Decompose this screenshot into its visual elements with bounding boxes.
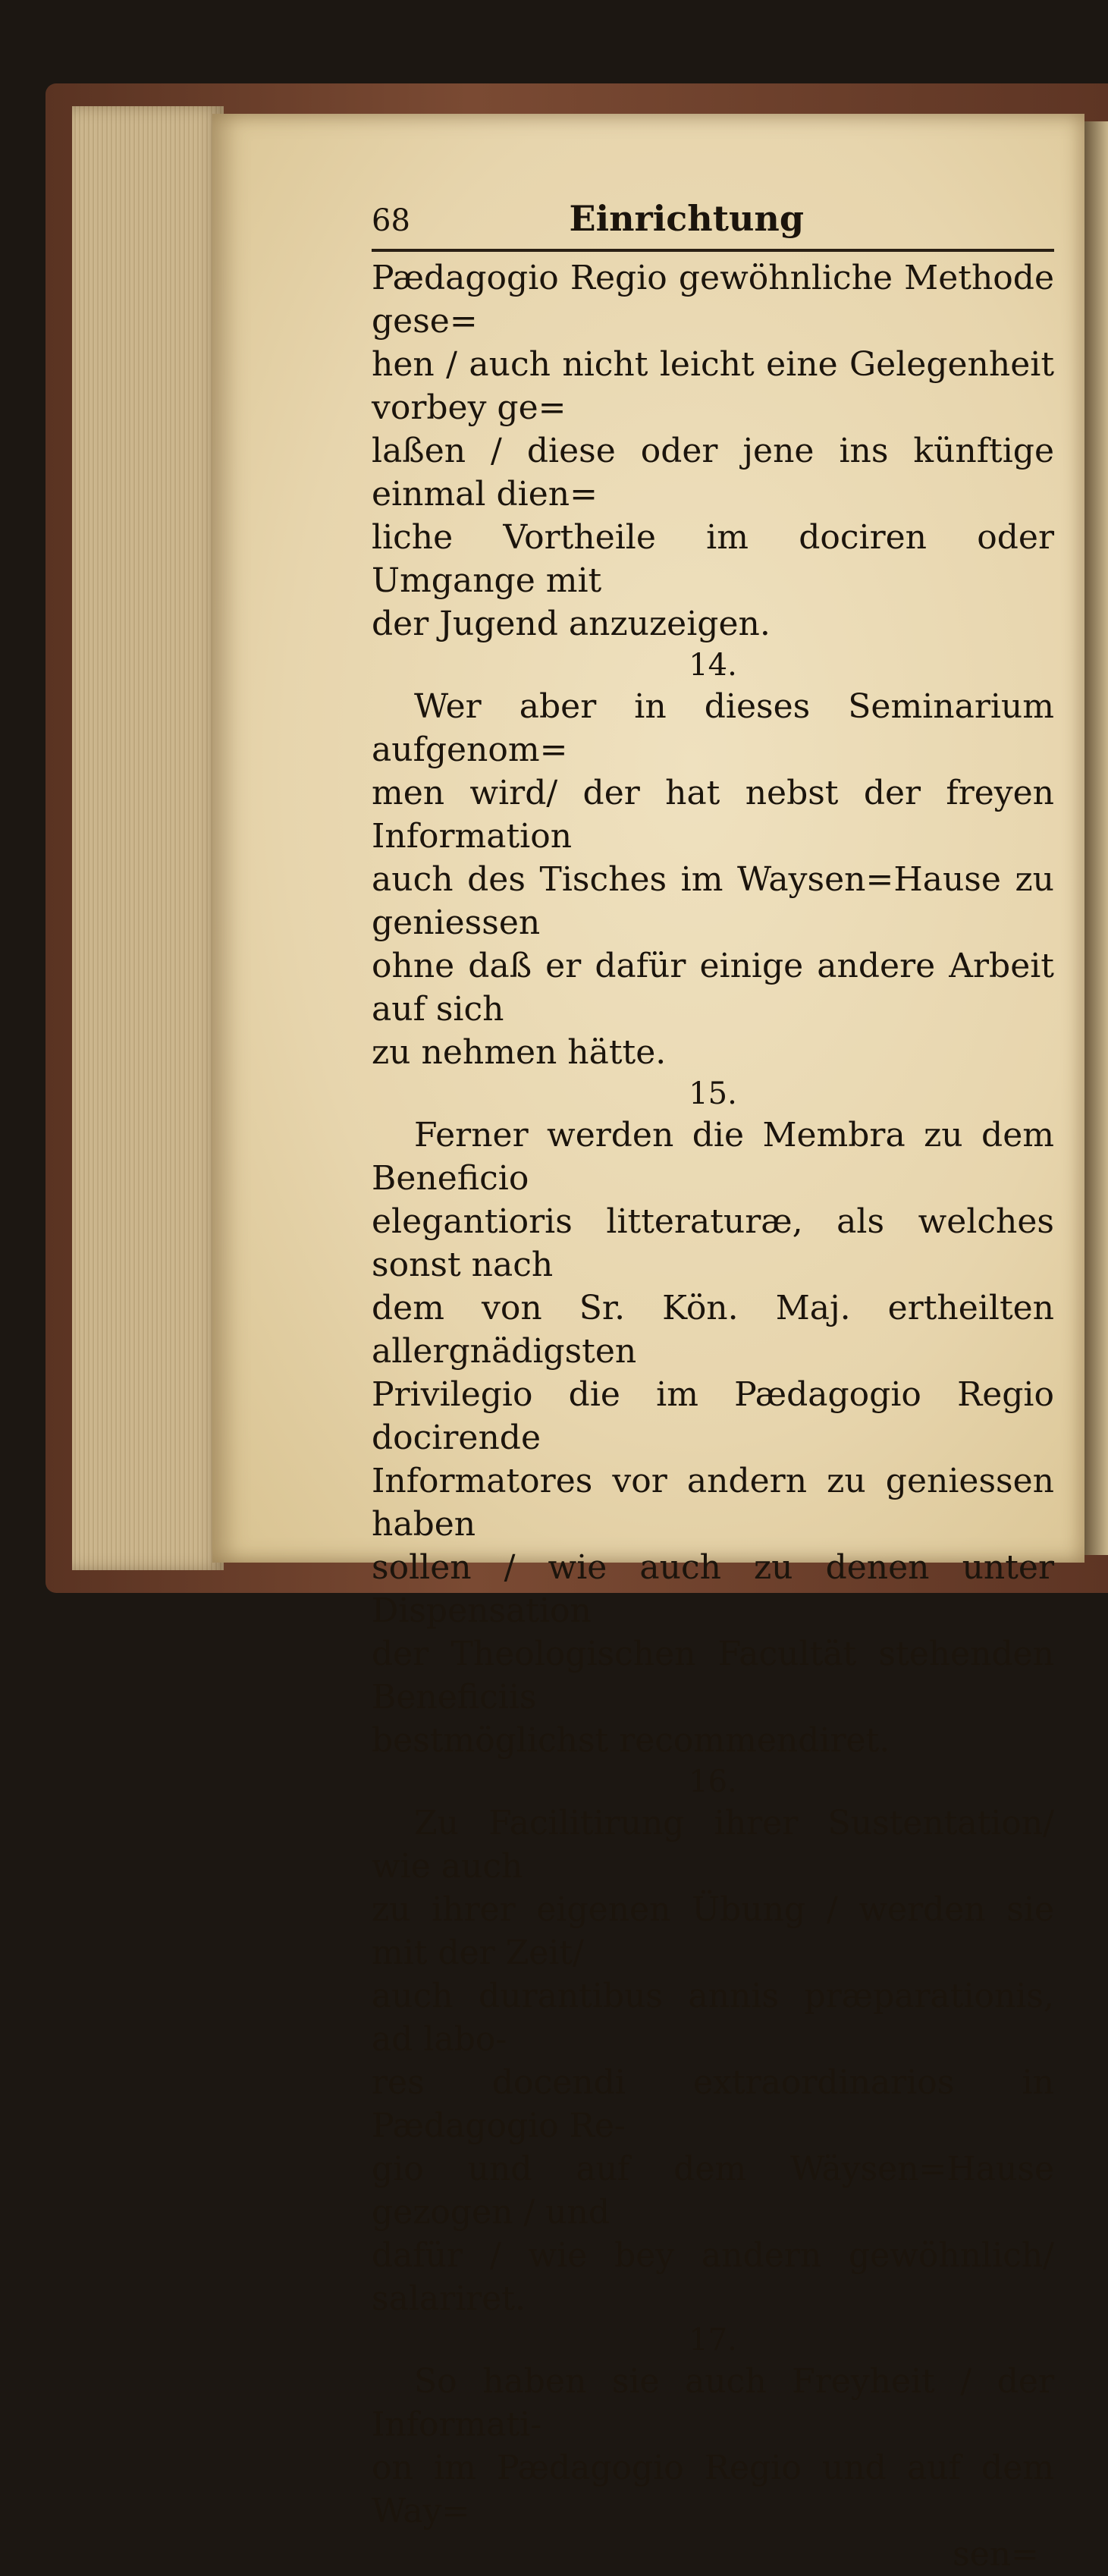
text-line: ohne daß er dafür einige andere Arbeit auf sich (372, 947, 1054, 1029)
section-number: 16. (689, 1764, 737, 1799)
text-line: auch durantibus annis præparationis, ad labo- (372, 1977, 1054, 2059)
text-line: So haben sie auch Freyheit / der Informati- (372, 2362, 1054, 2444)
paragraph-15 (372, 1114, 1054, 1762)
page-text (372, 197, 1054, 2576)
page-number: 68 (372, 203, 410, 238)
text-line: Pædagogio Regio gewöhnliche Methode gese= (372, 259, 1054, 341)
facing-page-edge (1084, 121, 1108, 1555)
page-header (372, 197, 1054, 252)
text-line: zu nehmen hätte. (372, 1033, 667, 1072)
text-line: men wird/ der hat nebst der freyen Information (372, 774, 1054, 856)
section-number: 14. (689, 648, 737, 683)
text-line: Informatores vor andern zu geniessen haben (372, 1462, 1054, 1544)
text-line: hen / auch nicht leicht eine Gelegenheit vorbey ge= (372, 345, 1054, 427)
text-line: gio und auf dem Wäysen=Hause gezogen / und (372, 2150, 1054, 2232)
text-line: Zu Facilitirung ihrer Sustentation/ wie auch (372, 1804, 1054, 1886)
text-line: Privilegio die im Pædagogio Regio docirende (372, 1375, 1054, 1457)
section-number: 17. (689, 2323, 737, 2358)
text-line: res docendi extraordinarios in Pædagogio Re- (372, 2063, 1054, 2145)
text-line: der Theologischen Facultät stehenden Beneficiis (372, 1635, 1054, 1717)
text-line: auch des Tisches im Waysen=Hause zu geniessen (372, 860, 1054, 942)
book-page (212, 114, 1084, 2574)
text-line: bestmöglichst recommendiret. (372, 1721, 890, 1760)
text-line: on im Pædagogio Regio und auf dem Way= (372, 2449, 1054, 2530)
paragraph-continuation (372, 256, 1054, 646)
running-title: Einrichtung (569, 198, 804, 239)
paragraph-17 (372, 2360, 1054, 2533)
text-line: dem von Sr. Kön. Maj. ertheilten allergnädigsten (372, 1289, 1054, 1371)
text-line: elegantioris litteraturæ, als welches sonst nach (372, 1202, 1054, 1284)
text-line: der Jugend anzuzeigen. (372, 605, 771, 643)
text-line: dafür / wie bey andern gewöhnlich/ salariret. (372, 2236, 1054, 2318)
paragraph-14 (372, 685, 1054, 1074)
text-line: laßen / diese oder jene ins künftige einmal dien= (372, 432, 1054, 514)
catchword: sen= (953, 2535, 1039, 2574)
page-block-edge (72, 106, 224, 1570)
text-line: zu ihrer eigenen Übung / werden sie mit der Zeit/ (372, 1890, 1054, 1972)
text-line: liche Vortheile im dociren oder Umgange mit (372, 518, 1054, 600)
text-line: Wer aber in dieses Seminarium aufgenom= (372, 687, 1054, 769)
section-number: 15. (689, 1076, 737, 1111)
text-line: sollen / wie auch zu denen unter Dispensation (372, 1548, 1054, 1630)
paragraph-16 (372, 1802, 1054, 2320)
text-line: Ferner werden die Membra zu dem Beneficio (372, 1116, 1054, 1198)
